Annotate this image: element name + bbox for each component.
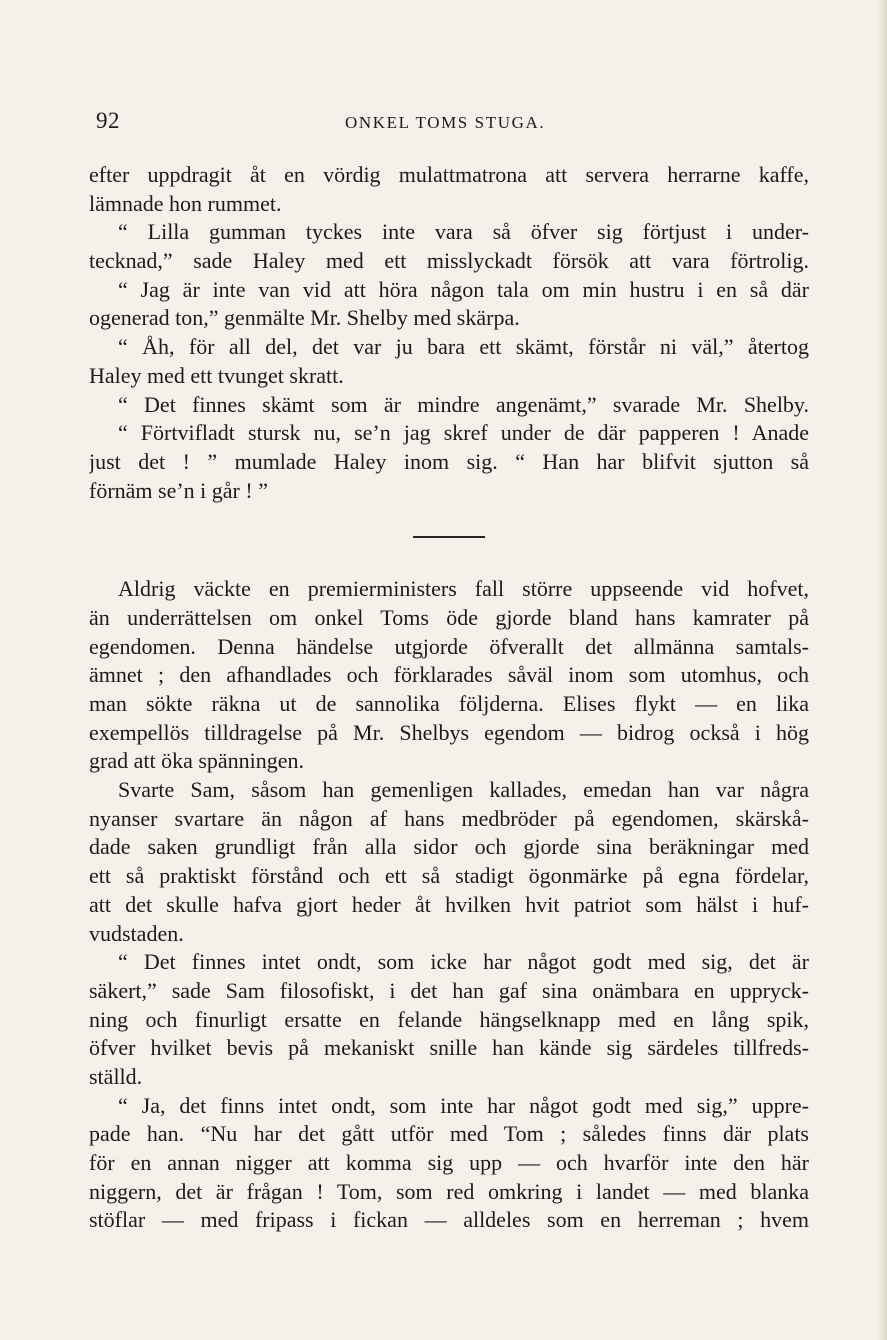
text-line: ett så praktiskt förstånd och ett så stadigt ögonmärke på egna fördelar, xyxy=(89,863,809,889)
text-line: ämnet ; den afhandlades och förklarades såväl inom som utomhus, och xyxy=(89,662,809,688)
running-title: ONKEL TOMS STUGA. xyxy=(345,113,546,132)
text-line: säkert,” sade Sam filosofiskt, i det han gaf sina onämbara en uppryck- xyxy=(89,977,809,1003)
text-line: pade han. “Nu har det gått utför med Tom ; således finns där plats xyxy=(89,1121,809,1147)
text-line: Haley med ett tvunget skratt. xyxy=(89,362,344,388)
text-line: dade saken grundligt från alla sidor och gjorde sina beräkningar med xyxy=(89,834,809,860)
text-line: ning och finurligt ersatte en felande hängselknapp med en lång spik, xyxy=(89,1006,809,1032)
text-line: “ Ja, det finns intet ondt, som inte har något godt med sig,” uppre- xyxy=(118,1092,809,1118)
text-line: lämnade hon rummet. xyxy=(89,190,282,216)
text-line: Svarte Sam, såsom han gemenligen kallades, emedan han var några xyxy=(118,777,809,803)
text-section-2 xyxy=(89,575,809,1235)
text-line: egendomen. Denna händelse utgjorde öfverallt det allmänna samtals- xyxy=(89,633,809,659)
text-line: “ Förtvifladt stursk nu, se’n jag skref under de där papperen ! Anade xyxy=(118,420,809,446)
text-line: “ Lilla gumman tyckes inte vara så öfver sig förtjust i under- xyxy=(118,219,809,245)
page-number: 92 xyxy=(96,108,120,133)
text-line: “ Åh, för all del, det var ju bara ett skämt, förstår ni väl,” återtog xyxy=(118,334,809,360)
text-line: exempellös tilldragelse på Mr. Shelbys egendom — bidrog också i hög xyxy=(89,719,809,745)
text-line: tecknad,” sade Haley med ett misslyckadt försök att vara förtrolig. xyxy=(89,248,809,274)
text-line: “ Det finnes skämt som är mindre angenämt,” svarade Mr. Shelby. xyxy=(118,391,809,417)
text-line: Aldrig väckte en premierministers fall större uppseende vid hofvet, xyxy=(118,576,809,602)
text-line: stöflar — med fripass i fickan — alldeles som en herreman ; hvem xyxy=(89,1207,809,1233)
section-divider xyxy=(413,536,485,538)
text-line: “ Det finnes intet ondt, som icke har något godt med sig, det är xyxy=(118,949,809,975)
text-line: “ Jag är inte van vid att höra någon tala om min hustru i en så där xyxy=(118,276,809,302)
text-line: just det ! ” mumlade Haley inom sig. “ Han har blifvit sjutton så xyxy=(89,448,809,474)
body-text xyxy=(89,161,809,1235)
text-line: efter uppdragit åt en vördig mulattmatrona att servera herrarne kaffe, xyxy=(89,162,809,187)
text-line: att det skulle hafva gjort heder åt hvilken hvit patriot som hälst i huf- xyxy=(89,891,809,917)
page-edge-shadow xyxy=(878,0,887,1340)
text-line: man sökte räkna ut de sannolika följderna. Elises flykt — en lika xyxy=(89,691,809,716)
text-line: niggern, det är frågan ! Tom, som red omkring i landet — med blanka xyxy=(89,1178,809,1204)
section-divider-wrap xyxy=(89,505,809,575)
text-line: för en annan nigger att komma sig upp — och hvarför inte den här xyxy=(89,1150,809,1175)
text-line: grad att öka spänningen. xyxy=(89,748,305,774)
text-line: nyanser svartare än någon af hans medbröder på egendomen, skärskå- xyxy=(89,805,809,831)
text-line: ogenerad ton,” genmälte Mr. Shelby med skärpa. xyxy=(89,305,520,331)
text-line: än underrättelsen om onkel Toms öde gjorde bland hans kamrater på xyxy=(89,604,809,630)
text-section-1 xyxy=(89,161,809,505)
text-line: förnäm se’n i går ! ” xyxy=(89,477,268,503)
text-line: ställd. xyxy=(89,1063,143,1089)
text-line: öfver hvilket bevis på mekaniskt snille han kände sig särdeles tillfreds- xyxy=(89,1035,809,1061)
text-line: vudstaden. xyxy=(89,920,184,946)
